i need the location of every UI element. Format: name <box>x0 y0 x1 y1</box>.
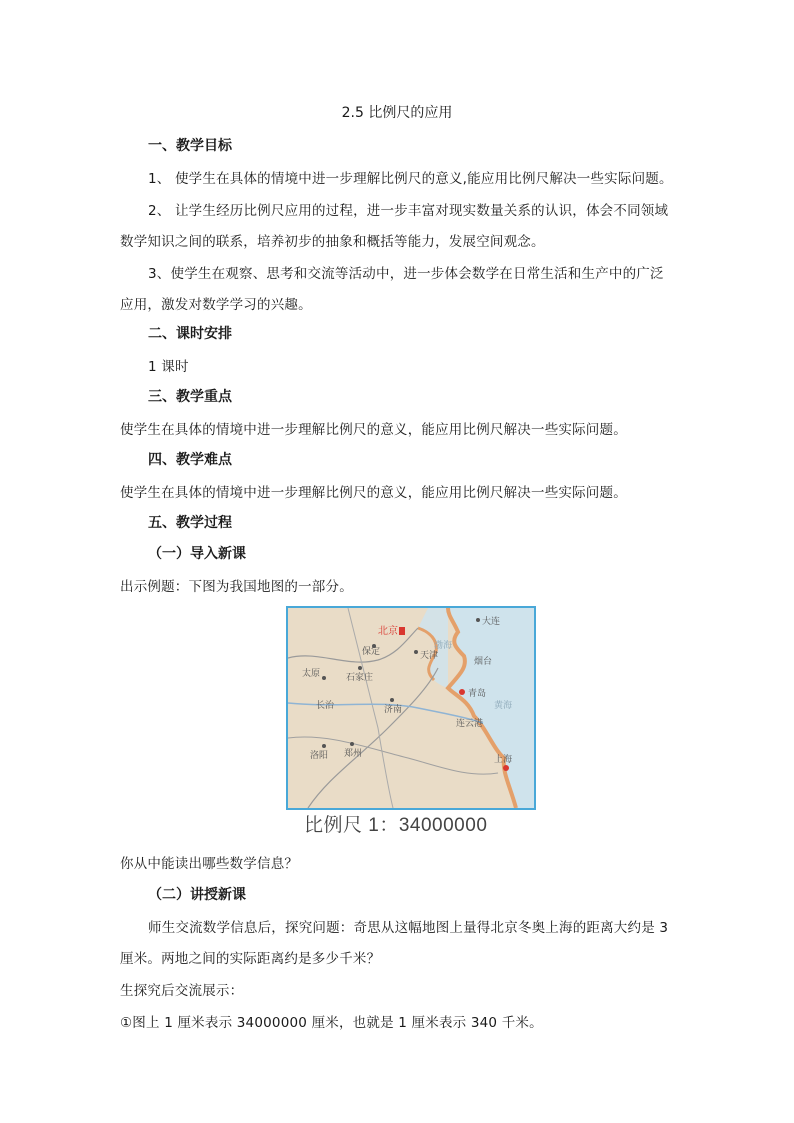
focus-text: 使学生在具体的情境中进一步理解比例尺的意义，能应用比例尺解决一些实际问题。 <box>120 422 627 438</box>
yellow-sea-label: 黄海 <box>494 701 513 711</box>
subsection-heading-intro: （一）导入新课 <box>148 546 246 562</box>
document-title: 2.5 比例尺的应用 <box>341 105 453 121</box>
step-1-text: ①图上 1 厘米表示 34000000 厘米，也就是 1 厘米表示 340 千米。 <box>120 1015 543 1031</box>
dalian-label: 大连 <box>482 617 501 627</box>
lianyungang-label: 连云港 <box>456 719 484 729</box>
explore-line-1: 师生交流数学信息后，探究问题：奇思从这幅地图上量得北京冬奥上海的距离大约是 3 <box>148 920 669 936</box>
changzhi-label: 长治 <box>316 701 335 711</box>
taiyuan-label: 太原 <box>302 669 321 679</box>
subsection-heading-new-lesson: （二）讲授新课 <box>148 887 246 903</box>
luoyang-marker <box>322 744 326 748</box>
share-text: 生探究后交流展示： <box>120 983 244 999</box>
map-scale-label: 比例尺 1：34000000 <box>304 815 488 836</box>
beijing-marker <box>399 627 405 635</box>
shanghai-marker <box>503 765 509 771</box>
beijing-label: 北京 <box>378 626 398 637</box>
question-text: 你从中能读出哪些数学信息？ <box>120 856 299 872</box>
explore-line-2: 厘米。两地之间的实际距离约是多少千米？ <box>120 951 381 967</box>
shijiazhuang-label: 石家庄 <box>346 673 374 683</box>
qingdao-label: 青岛 <box>468 689 487 699</box>
section-heading-objectives: 一、教学目标 <box>148 138 232 154</box>
map-figure <box>286 606 536 810</box>
dalian-marker <box>476 618 480 622</box>
taiyuan-marker <box>322 676 326 680</box>
map-image <box>288 608 534 808</box>
objective-2-line-1: 2、 让学生经历比例尺应用的过程，进一步丰富对现实数量关系的认识，体会不同领域 <box>148 203 669 219</box>
difficulty-text: 使学生在具体的情境中进一步理解比例尺的意义，能应用比例尺解决一些实际问题。 <box>120 485 627 501</box>
section-heading-focus: 三、教学重点 <box>148 389 232 405</box>
luoyang-label: 洛阳 <box>310 751 329 761</box>
zhengzhou-label: 郑州 <box>344 749 363 759</box>
qingdao-marker <box>459 689 465 695</box>
tianjin-marker <box>414 650 418 654</box>
yantai-label: 烟台 <box>474 657 493 667</box>
tianjin-label: 天津 <box>420 651 439 661</box>
baoding-label: 保定 <box>362 647 381 657</box>
objective-3-line-1: 3、使学生在观察、思考和交流等活动中，进一步体会数学在日常生活和生产中的广泛 <box>148 266 664 282</box>
zhengzhou-marker <box>350 742 354 746</box>
section-heading-difficulty: 四、教学难点 <box>148 452 232 468</box>
shanghai-label: 上海 <box>494 755 513 765</box>
bohai-label: 渤海 <box>434 641 453 651</box>
section-heading-process: 五、教学过程 <box>148 515 232 531</box>
intro-text: 出示例题：下图为我国地图的一部分。 <box>120 579 353 595</box>
jinan-label: 济南 <box>384 705 403 715</box>
section-heading-schedule: 二、课时安排 <box>148 326 232 342</box>
objective-3-line-2: 应用，激发对数学学习的兴趣。 <box>120 297 312 313</box>
objective-2-line-2: 数学知识之间的联系，培养初步的抽象和概括等能力，发展空间观念。 <box>120 234 545 250</box>
jinan-marker <box>390 698 394 702</box>
shijiazhuang-marker <box>358 666 362 670</box>
schedule-text: 1 课时 <box>148 359 189 375</box>
objective-1: 1、 使学生在具体的情境中进一步理解比例尺的意义,能应用比例尺解决一些实际问题。 <box>148 171 673 187</box>
